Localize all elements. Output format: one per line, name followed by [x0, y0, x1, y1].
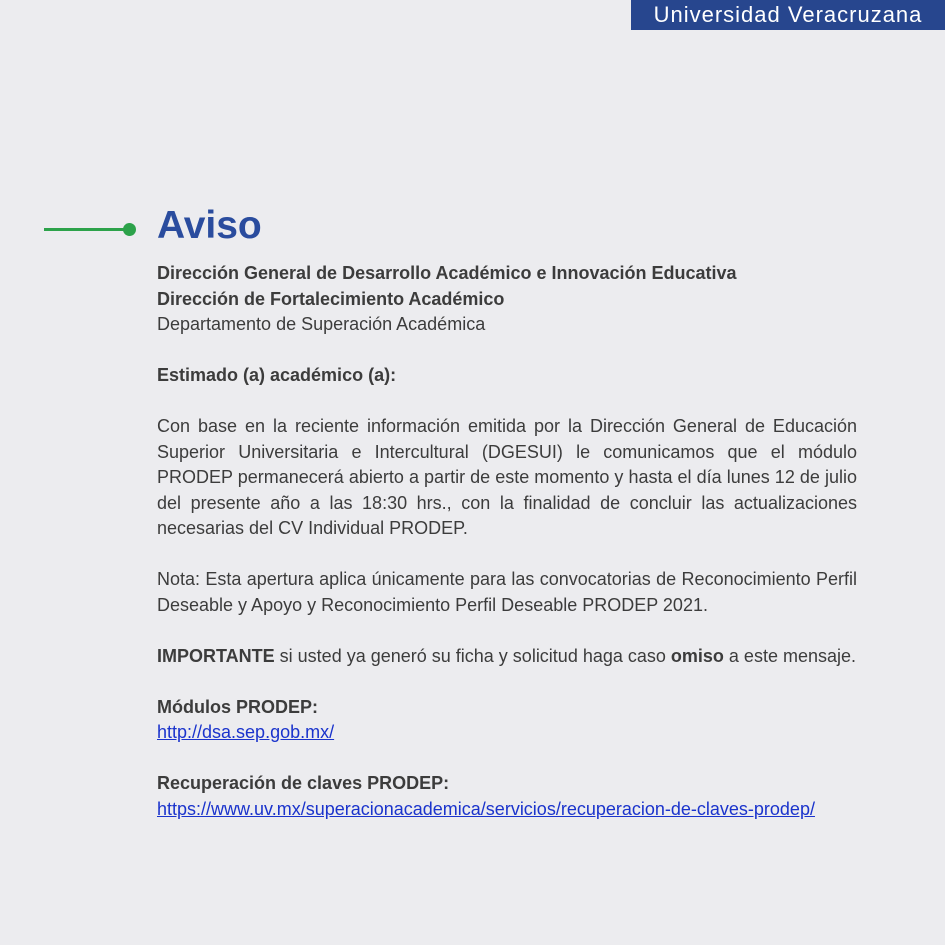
header-line-3: Departamento de Superación Académica: [157, 314, 486, 334]
important-text-after: a este mensaje.: [723, 645, 856, 666]
accent-dot-icon: [123, 223, 136, 236]
important-label: IMPORTANTE: [157, 645, 275, 666]
header-line-1: Dirección General de Desarrollo Académico e Innovación Educativa: [157, 263, 737, 283]
modules-link[interactable]: http://dsa.sep.gob.mx/: [157, 722, 335, 742]
note-paragraph: Nota: Esta apertura aplica únicamente para las convocatorias de Reconocimiento Perfil Deseable y Apoyo y Reconocimiento Perfil Deseable PRODEP 2021.: [157, 569, 857, 615]
body-paragraph: Con base en la reciente información emitida por la Dirección General de Educación Superior Universitaria e Intercultural (DGESUI) le comunicamos que el módulo PRODEP permanecerá abierto a partir de este momento y hasta el día lunes 12 de julio del presente año a las 18:30 hrs., con la finalidad de concluir las actualizaciones necesarias del CV Individual PRODEP.: [157, 416, 857, 538]
header-line-2: Dirección de Fortalecimiento Académico: [157, 288, 505, 309]
important-text-before: si usted ya generó su ficha y solicitud haga caso: [274, 645, 671, 666]
recovery-label: Recuperación de claves PRODEP:: [157, 773, 450, 793]
brand-banner: Universidad Veracruzana: [631, 0, 945, 30]
greeting: Estimado (a) académico (a):: [157, 365, 397, 385]
recovery-link[interactable]: https://www.uv.mx/superacionacademica/servicios/recuperacion-de-claves-prodep/: [157, 798, 815, 819]
important-emphasis: omiso: [670, 645, 724, 666]
important-paragraph: [157, 644, 857, 670]
notice-content: [157, 261, 857, 822]
modules-label: Módulos PRODEP:: [157, 696, 318, 717]
page-title: Aviso: [157, 204, 262, 247]
accent-line: [44, 228, 126, 231]
